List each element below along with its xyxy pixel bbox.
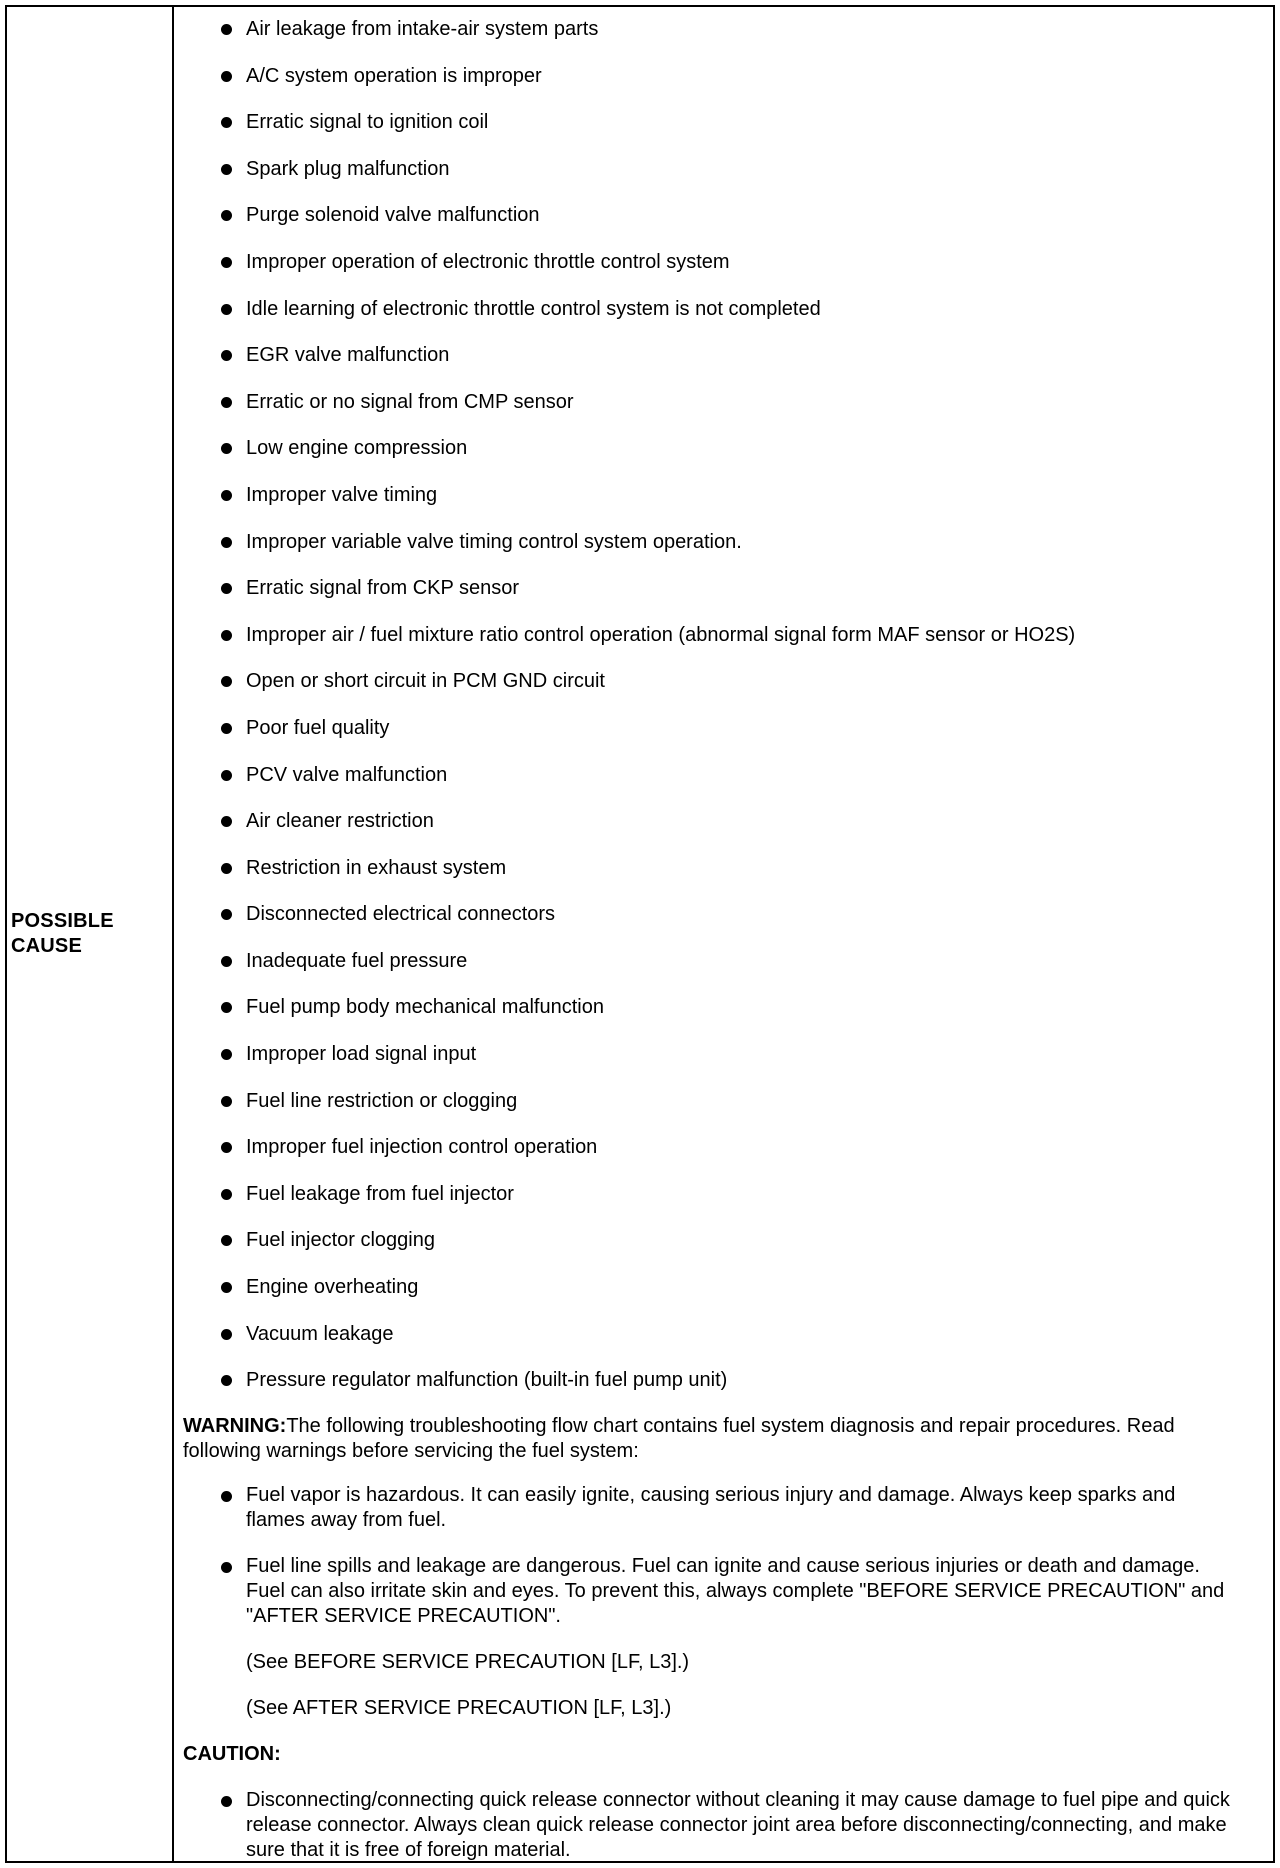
bullet-icon — [221, 117, 232, 128]
bullet-icon — [221, 1562, 232, 1573]
bullet-icon — [221, 1235, 232, 1246]
bullet-icon — [221, 164, 232, 175]
cause-item — [183, 297, 1233, 344]
cause-text: Vacuum leakage — [246, 1322, 394, 1345]
cause-item — [183, 995, 1233, 1042]
cause-item — [183, 250, 1233, 297]
cause-item — [183, 763, 1233, 810]
cause-text: Spark plug malfunction — [246, 157, 450, 180]
cause-item — [183, 809, 1233, 856]
warning-paragraph — [183, 1414, 1233, 1464]
cause-text: Inadequate fuel pressure — [246, 949, 468, 972]
bullet-icon — [221, 770, 232, 781]
cause-text: Erratic signal to ignition coil — [246, 111, 489, 134]
bullet-icon — [221, 909, 232, 920]
bullet-icon — [221, 1796, 232, 1807]
bullet-icon — [221, 350, 232, 361]
cause-text: Improper variable valve timing control system operation. — [246, 530, 742, 553]
bullet-icon — [221, 1049, 232, 1060]
cause-item — [183, 64, 1233, 111]
cause-item — [183, 669, 1233, 716]
bullet-icon — [221, 863, 232, 874]
cause-item — [183, 390, 1233, 437]
warning-text: The following troubleshooting flow chart contains fuel system diagnosis and repair procedures. Read following warnings before servicing the fuel system: — [183, 1414, 1175, 1462]
cause-text: Fuel leakage from fuel injector — [246, 1182, 514, 1205]
cause-text: Improper load signal input — [246, 1043, 477, 1066]
cause-text: Purge solenoid valve malfunction — [246, 204, 540, 227]
possible-cause-label: POSSIBLE CAUSE — [11, 910, 114, 957]
cause-item — [183, 1182, 1233, 1229]
cause-text: Fuel injector clogging — [246, 1229, 435, 1252]
cause-item — [183, 203, 1233, 250]
label-cell — [7, 7, 174, 1861]
diagnosis-table — [5, 5, 1275, 1863]
cause-item — [183, 856, 1233, 903]
cause-text: Poor fuel quality — [246, 716, 390, 739]
cause-text: Disconnected electrical connectors — [246, 903, 556, 926]
bullet-icon — [221, 1375, 232, 1386]
cause-item — [183, 1135, 1233, 1182]
cause-text: EGR valve malfunction — [246, 344, 450, 367]
cause-item — [183, 17, 1233, 64]
cause-text: Erratic or no signal from CMP sensor — [246, 390, 574, 413]
cause-item — [183, 1089, 1233, 1136]
cause-text: PCV valve malfunction — [246, 763, 448, 786]
caution-heading: CAUTION: — [183, 1742, 281, 1765]
bullet-icon — [221, 304, 232, 315]
cause-text: Improper operation of electronic throttle control system — [246, 250, 730, 273]
cause-item — [183, 1042, 1233, 1089]
bullet-icon — [221, 1002, 232, 1013]
cause-text: Fuel pump body mechanical malfunction — [246, 996, 604, 1019]
bullet-icon — [221, 1096, 232, 1107]
bullet-icon — [221, 210, 232, 221]
cause-text: Erratic signal from CKP sensor — [246, 577, 520, 600]
cause-text: Pressure regulator malfunction (built-in fuel pump unit) — [246, 1369, 728, 1392]
cause-item — [183, 1275, 1233, 1322]
cause-text: Air cleaner restriction — [246, 810, 434, 833]
warning-heading: WARNING: — [183, 1414, 287, 1437]
bullet-icon — [221, 1189, 232, 1200]
warning-list — [183, 1483, 1233, 1629]
cause-item — [183, 902, 1233, 949]
bullet-icon — [221, 1282, 232, 1293]
cause-item — [183, 1368, 1233, 1415]
bullet-icon — [221, 71, 232, 82]
cause-text: Improper valve timing — [246, 483, 438, 506]
cause-item — [183, 483, 1233, 530]
cause-text: Air leakage from intake-air system parts — [246, 18, 599, 40]
cause-text: Open or short circuit in PCM GND circuit — [246, 670, 605, 693]
cause-item — [183, 716, 1233, 763]
cause-item — [183, 110, 1233, 157]
cause-item — [183, 530, 1233, 577]
cause-text: Idle learning of electronic throttle control system is not completed — [246, 297, 821, 320]
bullet-icon — [221, 490, 232, 501]
possible-cause-list — [183, 17, 1233, 1415]
bullet-icon — [221, 443, 232, 454]
bullet-icon — [221, 24, 232, 35]
cause-item — [183, 576, 1233, 623]
cause-text: Restriction in exhaust system — [246, 856, 507, 879]
bullet-icon — [221, 1491, 232, 1502]
caution-item: Disconnecting/connecting quick release connector without cleaning it may cause damage to fuel pipe and quick release connector. Always clean quick release connector joint area before disconnecting/connecting, and make sure that it is free of foreign material. — [183, 1788, 1233, 1863]
bullet-icon — [221, 537, 232, 548]
bullet-icon — [221, 1329, 232, 1340]
bullet-icon — [221, 956, 232, 967]
cause-item — [183, 343, 1233, 390]
bullet-icon — [221, 583, 232, 594]
cause-text: Low engine compression — [246, 437, 468, 460]
bullet-icon — [221, 816, 232, 827]
cause-item — [183, 1322, 1233, 1369]
cause-text: Fuel line restriction or clogging — [246, 1089, 518, 1112]
reference-before-service: (See BEFORE SERVICE PRECAUTION [LF, L3].) — [246, 1650, 690, 1673]
bullet-icon — [221, 397, 232, 408]
cause-item — [183, 623, 1233, 670]
cause-text: Improper fuel injection control operation — [246, 1136, 598, 1159]
cause-text: A/C system operation is improper — [246, 64, 542, 87]
bullet-icon — [221, 630, 232, 641]
bullet-icon — [221, 1142, 232, 1153]
content-cell — [174, 7, 1273, 1861]
bullet-icon — [221, 723, 232, 734]
cause-item — [183, 949, 1233, 996]
cause-item — [183, 157, 1233, 204]
warning-item: Fuel line spills and leakage are dangerous. Fuel can ignite and cause serious injuries or death and damage. Fuel can also irritate skin and eyes. To prevent this, always complete "BEFORE SERVICE PRECAUTION" and "AFTER SERVICE PRECAUTION". — [183, 1554, 1233, 1629]
warning-item: Fuel vapor is hazardous. It can easily ignite, causing serious injury and damage. Always keep sparks and flames away from fuel. — [183, 1483, 1233, 1533]
bullet-icon — [221, 676, 232, 687]
bullet-icon — [221, 257, 232, 268]
caution-list — [183, 1788, 1233, 1863]
cause-text: Improper air / fuel mixture ratio control operation (abnormal signal form MAF sensor or HO2S) — [246, 623, 1076, 646]
cause-text: Engine overheating — [246, 1276, 419, 1299]
cause-item — [183, 436, 1233, 483]
cause-item — [183, 1228, 1233, 1275]
reference-after-service: (See AFTER SERVICE PRECAUTION [LF, L3].) — [246, 1696, 672, 1719]
